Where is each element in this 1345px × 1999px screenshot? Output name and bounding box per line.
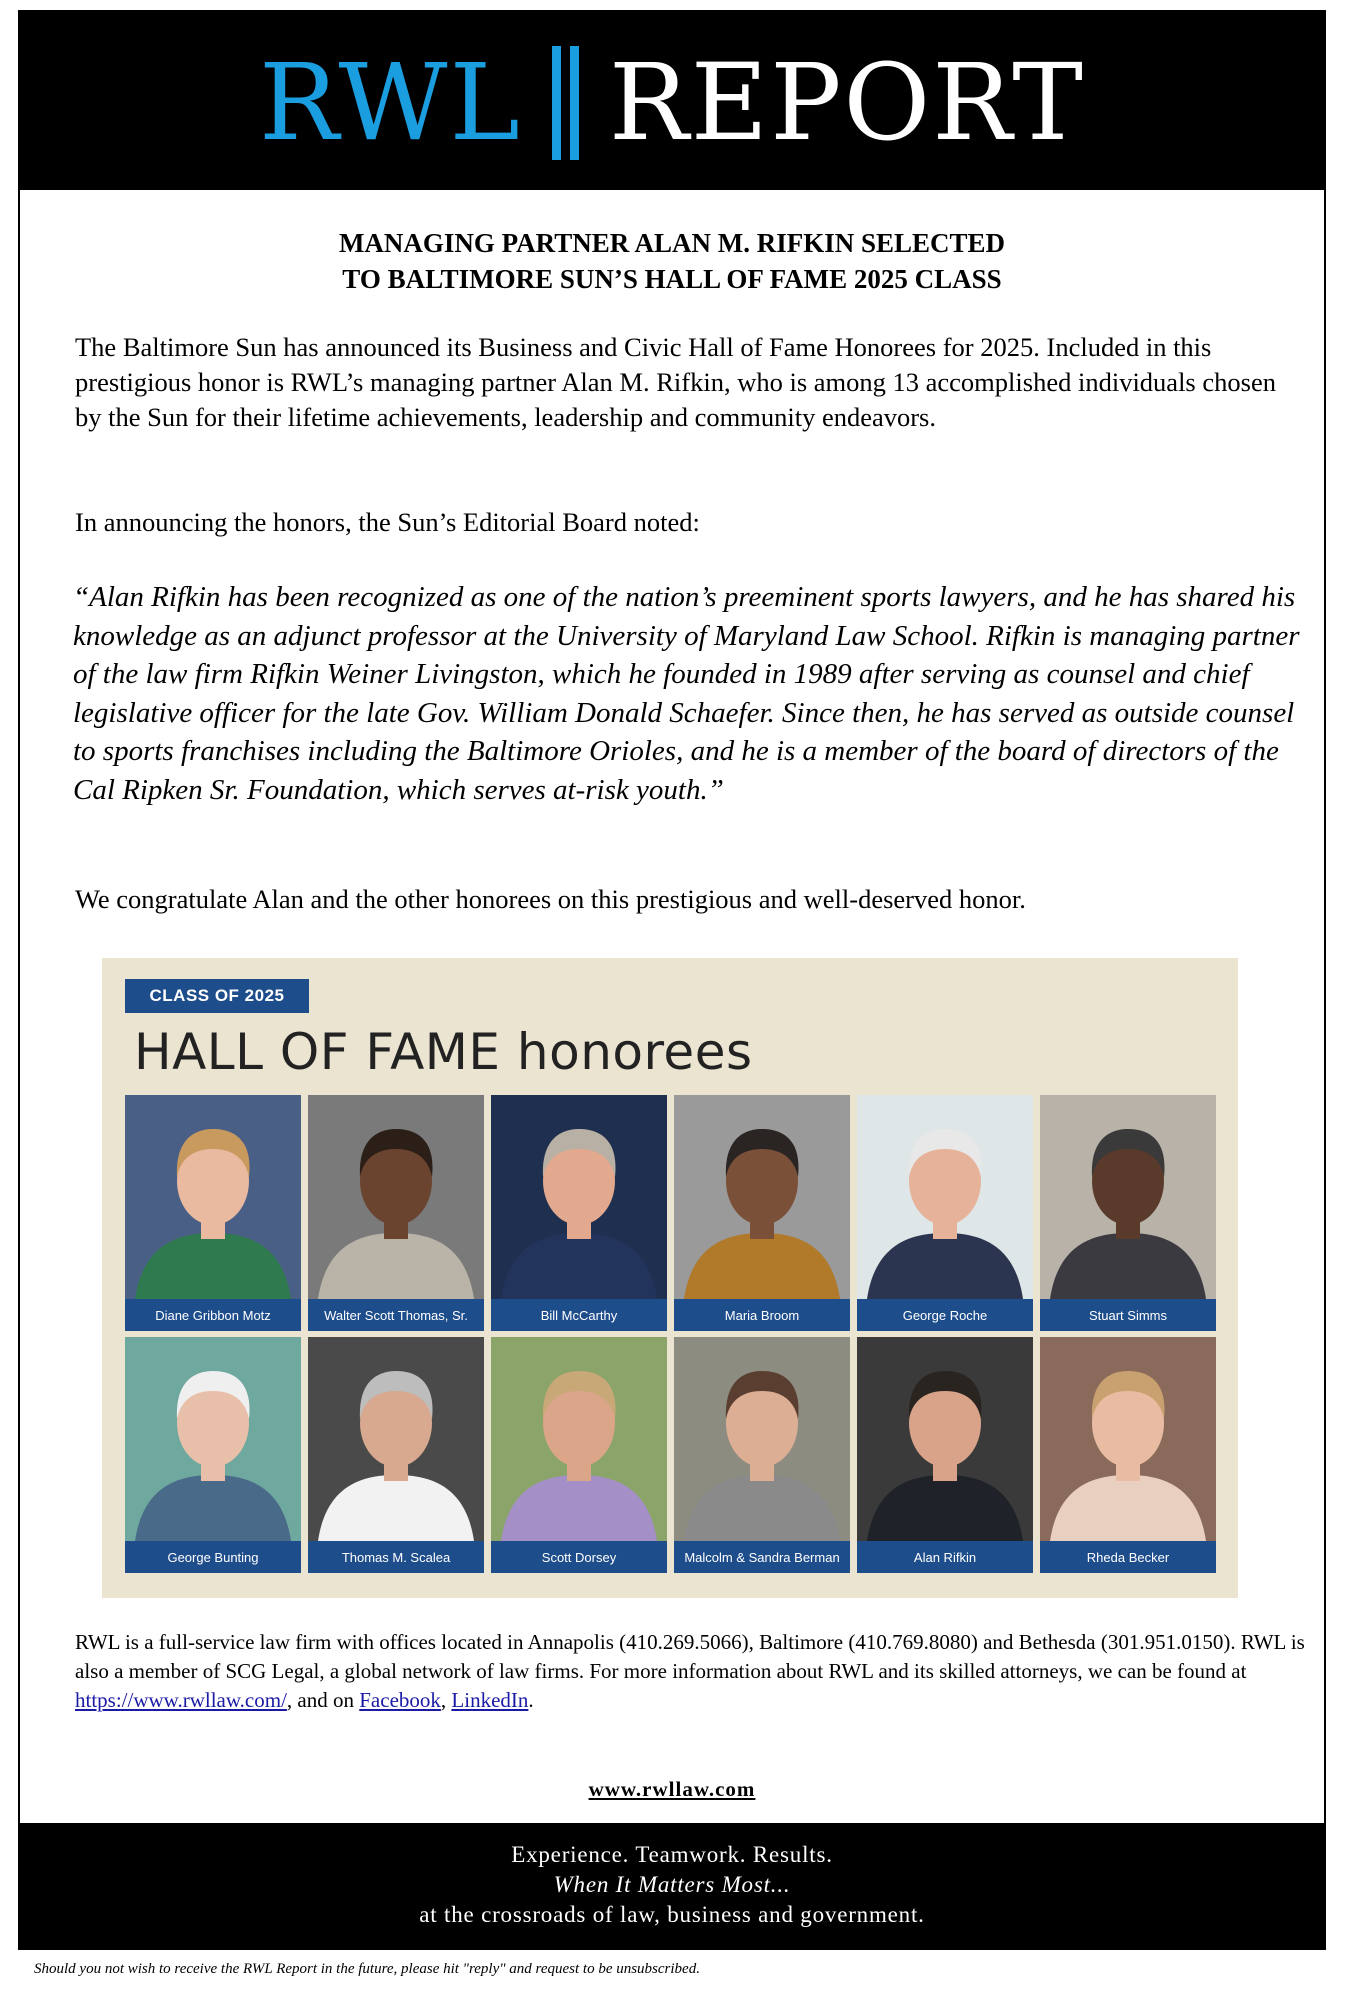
honoree-portrait xyxy=(674,1337,850,1541)
honoree-card xyxy=(308,1095,484,1331)
headline-line-1: MANAGING PARTNER ALAN M. RIFKIN SELECTED xyxy=(338,228,1006,258)
honoree-portrait xyxy=(1040,1095,1216,1299)
honoree-card xyxy=(674,1337,850,1573)
honoree-grid xyxy=(125,1095,1217,1573)
honoree-card xyxy=(308,1337,484,1573)
honoree-name: Diane Gribbon Motz xyxy=(125,1299,301,1331)
firm-info-text-4: . xyxy=(528,1688,534,1712)
logo-rwl: RWL xyxy=(259,41,522,164)
honoree-portrait xyxy=(125,1337,301,1541)
headline xyxy=(20,225,1324,297)
tagline-bar xyxy=(20,1823,1324,1950)
honoree-portrait xyxy=(674,1095,850,1299)
hall-of-fame-banner xyxy=(102,958,1238,1598)
firm-info-text-1: RWL is a full-service law firm with offices located in Annapolis (410.269.5066), Baltimore (410.769.8080) and Bethesda (301.951.0150). RWL is also a member of SCG Legal, a global network of law firms. For more information about RWL and its skilled attorneys, we can be found at xyxy=(75,1630,1305,1683)
honoree-portrait xyxy=(857,1337,1033,1541)
headline-line-2: TO BALTIMORE SUN’S HALL OF FAME 2025 CLASS xyxy=(342,264,1002,294)
article-paragraph-1: The Baltimore Sun has announced its Business and Civic Hall of Fame Honorees for 2025. Included in this prestigious honor is RWL’s managing partner Alan M. Rifkin, who is among 13 accomplished individuals chosen by the Sun for their lifetime achievements, leadership and community endeavors. xyxy=(75,332,1276,432)
firm-info-text-2: , and on xyxy=(286,1688,360,1712)
honoree-portrait xyxy=(857,1095,1033,1299)
honoree-name: Stuart Simms xyxy=(1040,1299,1216,1331)
masthead xyxy=(20,12,1324,190)
tagline-line-3: at the crossroads of law, business and government. xyxy=(419,1902,925,1927)
facebook-link[interactable]: Facebook xyxy=(359,1688,441,1712)
honoree-name: Walter Scott Thomas, Sr. xyxy=(308,1299,484,1331)
editorial-quote: “Alan Rifkin has been recognized as one of the nation’s preeminent sports lawyers, and he has shared his knowledge as an adjunct professor at the University of Maryland Law School. Rifkin is managing partner of the law firm Rifkin Weiner Livingston, which he founded in 1989 after serving as counsel and chief legislative officer for the late Gov. William Donald Schaefer. Since then, he has served as outside counsel to sports franchises including the Baltimore Orioles, and he is a member of the board of directors of the Cal Ripken Sr. Foundation, which serves at-risk youth.” xyxy=(73,581,1300,806)
newsletter-frame xyxy=(18,10,1326,1950)
honoree-portrait xyxy=(308,1095,484,1299)
honoree-portrait xyxy=(491,1095,667,1299)
honoree-name: Malcolm & Sandra Berman xyxy=(674,1541,850,1573)
honoree-card xyxy=(491,1337,667,1573)
honoree-card xyxy=(1040,1337,1216,1573)
honoree-name: Bill McCarthy xyxy=(491,1299,667,1331)
honoree-portrait xyxy=(491,1337,667,1541)
firm-info xyxy=(75,1628,1305,1715)
honoree-card xyxy=(491,1095,667,1331)
honoree-card xyxy=(1040,1095,1216,1331)
tagline-line-2: When It Matters Most... xyxy=(553,1872,791,1897)
honoree-card xyxy=(125,1337,301,1573)
logo-divider-bars xyxy=(552,46,579,160)
honoree-card xyxy=(674,1095,850,1331)
honoree-portrait xyxy=(125,1095,301,1299)
rwl-report-logo xyxy=(259,41,1085,164)
honoree-portrait xyxy=(308,1337,484,1541)
honoree-name: Scott Dorsey xyxy=(491,1541,667,1573)
honoree-portrait xyxy=(1040,1337,1216,1541)
article-paragraph-3: We congratulate Alan and the other honorees on this prestigious and well-deserved honor. xyxy=(75,884,1026,914)
honoree-card xyxy=(857,1337,1033,1573)
article-paragraph-2: In announcing the honors, the Sun’s Editorial Board noted: xyxy=(75,507,700,537)
honoree-name: Alan Rifkin xyxy=(857,1541,1033,1573)
honoree-card xyxy=(857,1095,1033,1331)
linkedin-link[interactable]: LinkedIn xyxy=(451,1688,529,1712)
tagline-line-1: Experience. Teamwork. Results. xyxy=(511,1842,833,1867)
honoree-name: Thomas M. Scalea xyxy=(308,1541,484,1573)
unsubscribe-note: Should you not wish to receive the RWL Report in the future, please hit "reply" and request to be unsubscribed. xyxy=(34,1961,700,1977)
honoree-name: George Roche xyxy=(857,1299,1033,1331)
website-address[interactable]: www.rwllaw.com xyxy=(588,1777,756,1801)
class-of-2025-tag: CLASS OF 2025 xyxy=(125,979,309,1013)
website-link[interactable]: https://www.rwllaw.com/ xyxy=(75,1688,287,1712)
firm-info-text-3: , xyxy=(440,1688,452,1712)
honoree-name: George Bunting xyxy=(125,1541,301,1573)
honoree-name: Rheda Becker xyxy=(1040,1541,1216,1573)
logo-report: REPORT xyxy=(608,41,1085,164)
honoree-name: Maria Broom xyxy=(674,1299,850,1331)
honoree-card xyxy=(125,1095,301,1331)
hall-of-fame-title: HALL OF FAME honorees xyxy=(134,1023,753,1081)
